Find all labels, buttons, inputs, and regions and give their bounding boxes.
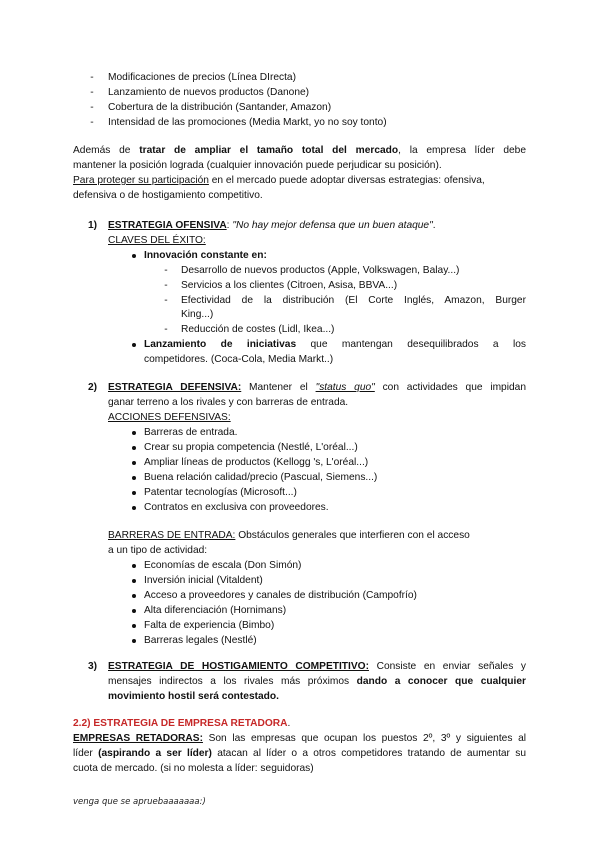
accion-item: Barreras de entrada.	[144, 427, 238, 438]
innovation-item: Efectividad de la distribución (El Corte Inglés, Amazon, Burger	[181, 295, 526, 306]
dash-bullet: -	[164, 280, 168, 291]
section-1-title	[108, 219, 436, 232]
period: .	[287, 718, 291, 729]
section-number: 2)	[88, 382, 98, 393]
lanzamiento-line2: competidores. (Coca-Cola, Media Markt..)	[144, 354, 334, 365]
retadoras-label: EMPRESAS RETADORAS:	[73, 733, 203, 744]
innovation-item-continued: King...)	[181, 309, 214, 320]
section-2-line2: ganar terreno a los rivales y con barreras de entrada.	[108, 397, 349, 408]
status-quo-text: "status quo"	[315, 382, 375, 393]
section-bold-text: dando a conocer que cualquier	[356, 676, 526, 687]
bullet-dot	[132, 609, 136, 613]
dash-bullet: -	[164, 324, 168, 335]
bullet-dot	[132, 431, 136, 435]
lanzamiento-text: que mantengan desequilibrados a los	[310, 339, 526, 350]
bullet-dot	[132, 624, 136, 628]
top-list-item: Intensidad de las promociones (Media Markt, yo no soy tonto)	[108, 117, 387, 128]
barreras-line	[108, 529, 470, 542]
section-title: ESTRATEGIA DE HOSTIGAMIENTO COMPETITIVO:	[108, 661, 369, 672]
innovation-item: Desarrollo de nuevos productos (Apple, Volkswagen, Balay...)	[181, 265, 460, 276]
bullet-dot	[132, 579, 136, 583]
retadoras-line	[73, 732, 526, 745]
intro-paragraph-line: defensiva o de hostigamiento competitivo.	[73, 190, 263, 201]
bullet-dot	[132, 639, 136, 643]
section-3-title-line	[108, 660, 526, 673]
barreras-text: Obstáculos generales que interfieren con el acceso	[235, 530, 470, 541]
accion-item: Contratos en exclusiva con proveedores.	[144, 502, 329, 513]
dash-bullet: -	[90, 87, 94, 98]
section-3-line2	[108, 675, 526, 688]
dash-bullet: -	[90, 102, 94, 113]
barrera-item: Economías de escala (Don Simón)	[144, 560, 302, 571]
heading-text: 2.2) ESTRATEGIA DE EMPRESA RETADORA	[73, 718, 288, 729]
section-2-2-heading	[73, 717, 290, 730]
intro-text: Además de	[73, 145, 131, 156]
intro-text: en el mercado puede adoptar diversas estrategias: ofensiva,	[208, 175, 485, 186]
intro-paragraph-line	[73, 174, 485, 187]
bullet-dot	[132, 343, 136, 347]
claves-label: CLAVES DEL ÉXITO:	[108, 235, 206, 246]
acciones-label: ACCIONES DEFENSIVAS:	[108, 412, 231, 423]
top-list-item: Modificaciones de precios (Línea DIrecta)	[108, 72, 296, 83]
section-text: Mantener el	[241, 382, 316, 393]
section-number: 1)	[88, 220, 98, 231]
retadoras-line2	[73, 747, 526, 760]
lanzamiento-bold: Lanzamiento de iniciativas	[144, 339, 297, 350]
top-list-item: Lanzamiento de nuevos productos (Danone)	[108, 87, 310, 98]
accion-item: Patentar tecnologías (Microsoft...)	[144, 487, 297, 498]
bullet-dot	[132, 446, 136, 450]
section-text: con actividades que impidan	[374, 382, 526, 393]
intro-bold-text: tratar de ampliar el tamaño total del mercado	[139, 145, 399, 156]
intro-underlined-text: Para proteger su participación	[73, 175, 209, 186]
accion-item: Crear su propia competencia (Nestlé, L'oréal...)	[144, 442, 358, 453]
lanzamiento-line	[144, 338, 526, 351]
intro-paragraph-line	[73, 144, 526, 157]
retadoras-text: Son las empresas que ocupan los puestos 2º, 3º y siguientes al	[202, 733, 526, 744]
section-2-title-line	[108, 381, 526, 394]
bullet-dot	[132, 506, 136, 510]
barrera-item: Barreras legales (Nestlé)	[144, 635, 257, 646]
bullet-dot	[132, 476, 136, 480]
colon: :	[226, 220, 230, 231]
section-title: ESTRATEGIA OFENSIVA	[108, 220, 227, 231]
section-title: ESTRATEGIA DEFENSIVA:	[108, 382, 242, 393]
bullet-dot	[132, 564, 136, 568]
quote-text: "No hay mejor defensa que un buen ataque"	[229, 220, 433, 231]
intro-paragraph-line: mantener la posición lograda (cualquier innovación puede perjudicar su posición).	[73, 160, 442, 171]
barrera-item: Falta de experiencia (Bimbo)	[144, 620, 275, 631]
innovation-title: Innovación constante en:	[144, 250, 267, 261]
dash-bullet: -	[164, 295, 168, 306]
dash-bullet: -	[164, 265, 168, 276]
barreras-label: BARRERAS DE ENTRADA:	[108, 530, 236, 541]
retadoras-text: atacan al líder o a otros competidores tratando de aumentar su	[211, 748, 526, 759]
dash-bullet: -	[90, 117, 94, 128]
accion-item: Buena relación calidad/precio (Pascual, Siemens...)	[144, 472, 378, 483]
retadoras-bold: (aspirando a ser líder)	[98, 748, 212, 759]
section-3-line3: movimiento hostil será contestado.	[108, 691, 279, 702]
innovation-item: Reducción de costes (Lidl, Ikea...)	[181, 324, 335, 335]
accion-item: Ampliar líneas de productos (Kellogg 's, L'oréal...)	[144, 457, 369, 468]
innovation-item: Servicios a los clientes (Citroen, Asisa, BBVA...)	[181, 280, 398, 291]
bullet-dot	[132, 491, 136, 495]
period: .	[432, 220, 436, 231]
barrera-item: Acceso a proveedores y canales de distribución (Campofrío)	[144, 590, 417, 601]
top-list-item: Cobertura de la distribución (Santander, Amazon)	[108, 102, 332, 113]
section-number: 3)	[88, 661, 98, 672]
barreras-line2: a un tipo de actividad:	[108, 545, 208, 556]
intro-text: , la empresa líder debe	[398, 145, 526, 156]
section-text: Consiste en enviar señales y	[368, 661, 526, 672]
bullet-dot	[132, 461, 136, 465]
bullet-dot	[132, 254, 136, 258]
dash-bullet: -	[90, 72, 94, 83]
page-footer: venga que se apruebaaaaaaa:)	[73, 797, 206, 807]
retadoras-line3: cuota de mercado. (si no molesta a líder: seguidoras)	[73, 763, 314, 774]
bullet-dot	[132, 594, 136, 598]
retadoras-text: líder	[73, 748, 99, 759]
barrera-item: Alta diferenciación (Hornimans)	[144, 605, 287, 616]
section-text: mensajes indirectos a los rivales más próximos	[108, 676, 357, 687]
barrera-item: Inversión inicial (Vitaldent)	[144, 575, 263, 586]
